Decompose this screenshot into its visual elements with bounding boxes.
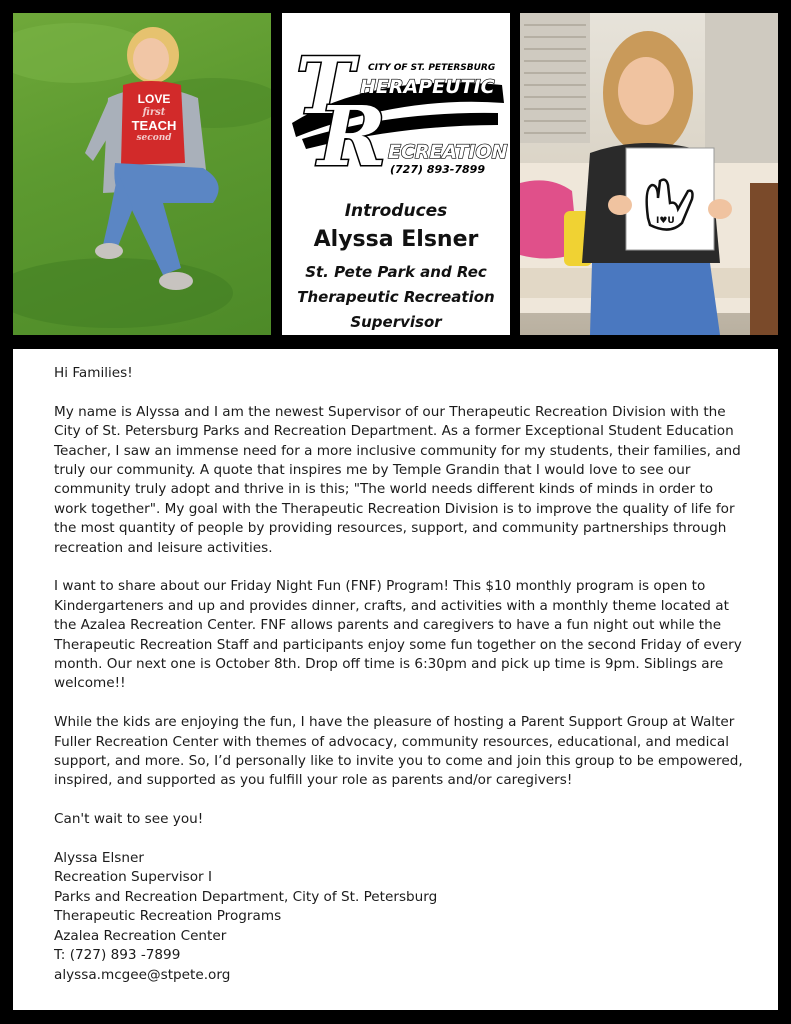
shirt-word: first (142, 107, 166, 118)
intro-name: Alyssa Elsner (313, 227, 479, 252)
shirt-word: second (136, 133, 172, 143)
logo-letter-r: R (318, 89, 387, 185)
letter-paragraph-intro: My name is Alyssa and I am the newest Supervisor of our Therapeutic Recreation Division with the City of St. Petersburg Parks and Recreation Department. As a former Exceptional Student Education Teacher, I saw an immense need for a more inclusive community for my students, their families, and truly our community. A quote that inspires me by Temple Grandin that I would love to see our community truly adopt and thrive in is this; "The world needs different kinds of minds in order to work together". My goal with the Therapeutic Recreation Division is to improve the quality of life for the most quantity of people by providing resources, support, and community partnerships through recreation and leisure activities. (54, 403, 741, 556)
photo-woman-on-grass-illustration (13, 13, 271, 335)
photo-woman-on-grass (13, 13, 271, 335)
photo-woman-with-sign (520, 13, 778, 335)
signature-location: Azalea Recreation Center (54, 927, 227, 944)
shirt-word: TEACH (131, 118, 177, 133)
intro-role-line1: St. Pete Park and Rec (305, 263, 487, 281)
signature-program: Therapeutic Recreation Programs (54, 908, 282, 925)
logo-recreation: ECREATION (388, 141, 508, 163)
signature-block (54, 849, 744, 985)
letter-paragraph-fnf: I want to share about our Friday Night Fun (FNF) Program! This $10 monthly program is open to Kindergarteners and up and provides dinner, crafts, and activities with a monthly theme located at the Azalea Recreation Center. FNF allows parents and caregivers to have a fun night out while the Therapeutic Recreation Staff and participants enjoy some fun together on the second Friday of every month. Our next one is October 8th. Drop off time is 6:30pm and pick up time is 9pm. Siblings are welcome!! (54, 578, 742, 692)
logo-phone: (727) 893-7899 (390, 163, 485, 176)
logo-letter-t: T (296, 41, 355, 132)
shirt-text (124, 93, 184, 145)
intro-role-line2: Therapeutic Recreation (297, 288, 495, 306)
shirt-word: LOVE (137, 92, 171, 106)
logo-therapeutic: HERAPEUTIC (360, 76, 495, 98)
signature-title: Recreation Supervisor I (54, 869, 212, 886)
letter-greeting: Hi Families! (54, 365, 133, 381)
signature-phone: T: (727) 893 -7899 (54, 947, 181, 964)
signature-email[interactable]: alyssa.mcgee@stpete.org (54, 966, 231, 983)
intro-role-line3: Supervisor (350, 313, 442, 331)
letter-text (54, 364, 744, 985)
letter-paragraph-support-group: While the kids are enjoying the fun, I have the pleasure of hosting a Parent Support Group at Walter Fuller Recreation Center with themes of advocacy, community resources, educational, and medical support, and more. So, I’d personally like to invite you to come and join this group to be empowered, inspired, and supported as you fulfill your role as parents and/or caregivers! (54, 714, 743, 789)
signature-department: Parks and Recreation Department, City of St. Petersburg (54, 888, 438, 905)
intro-introduces: Introduces (344, 201, 448, 221)
letter-body (13, 349, 778, 1010)
letter-closing: Can't wait to see you! (54, 811, 204, 828)
logo-panel (282, 13, 510, 335)
logo-city-line: CITY OF ST. PETERSBURG (368, 63, 496, 73)
photo-woman-with-sign-illustration (520, 13, 778, 335)
sign-text: I♥U (656, 216, 675, 226)
signature-name: Alyssa Elsner (54, 850, 144, 867)
